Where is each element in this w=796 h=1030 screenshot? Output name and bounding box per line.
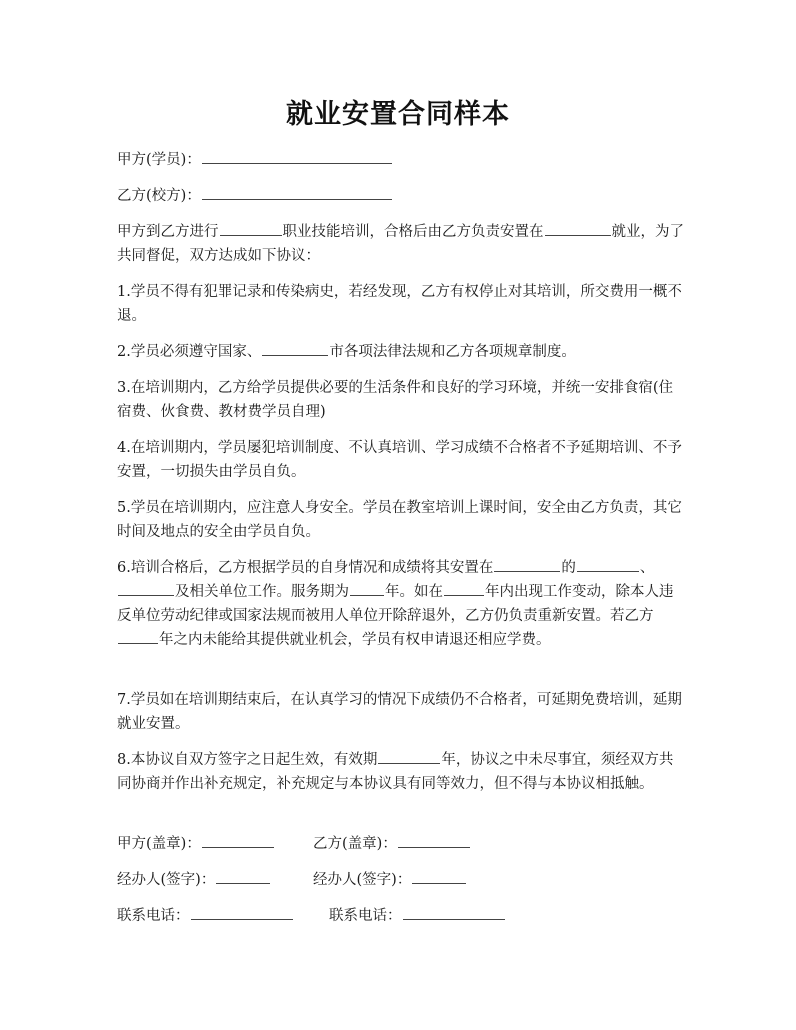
seal-row	[117, 832, 397, 856]
clause-8	[117, 748, 685, 796]
clause-8-text-1: 8.本协议自双方签字之日起生效，有效期	[117, 752, 378, 768]
party-b-phone-blank[interactable]	[403, 904, 505, 920]
party-a-label: 甲方(学员)：	[117, 152, 201, 168]
validity-years-blank[interactable]	[378, 748, 440, 764]
service-years-blank[interactable]	[350, 580, 384, 596]
clause-6	[117, 556, 685, 652]
party-b-agent-blank[interactable]	[412, 868, 466, 884]
party-b-seal-blank[interactable]	[398, 832, 470, 848]
training-field-blank[interactable]	[220, 220, 282, 236]
clause-6-text-5: 年。如在	[385, 584, 443, 600]
placement-unit-blank[interactable]	[118, 580, 174, 596]
party-a-seal-blank[interactable]	[202, 832, 274, 848]
party-a-line	[117, 148, 393, 172]
phone-row	[117, 904, 402, 928]
party-b-blank[interactable]	[202, 184, 392, 200]
party-a-phone-label: 联系电话：	[117, 908, 190, 924]
clause-2-text-2: 市各项法律法规和乙方各项规章制度。	[329, 344, 576, 360]
intro-paragraph	[117, 220, 685, 268]
clause-2-text-1: 2.学员必须遵守国家、	[117, 344, 262, 360]
change-years-blank[interactable]	[444, 580, 484, 596]
clause-8-text-2: 年，协议之中未尽事宜，须经双方共同协商并作出补充规定，补充规定与本协议具有同等效力，但不得与本协议相抵触。	[117, 752, 674, 792]
intro-text-2: 职业技能培训，合格后由乙方负责安置在	[282, 224, 544, 240]
intro-text-1: 甲方到乙方进行	[117, 224, 219, 240]
placement-city-blank[interactable]	[494, 556, 560, 572]
party-a-phone-blank[interactable]	[191, 904, 293, 920]
clause-5: 5.学员在培训期内，应注意人身安全。学员在教室培训上课时间，安全由乙方负责，其它时间及地点的安全由学员自负。	[117, 500, 682, 540]
clause-6-text-2: 的	[561, 560, 576, 576]
placement-area-blank[interactable]	[577, 556, 639, 572]
page-title: 就业安置合同样本	[286, 99, 510, 130]
party-b-phone-label: 联系电话：	[329, 908, 402, 924]
clause-3: 3.在培训期内，乙方给学员提供必要的生活条件和良好的学习环境，并统一安排食宿(住宿费、伙食费、教材费学员自理)	[117, 380, 673, 420]
party-a-agent-blank[interactable]	[216, 868, 270, 884]
clause-6-text-7: 年之内未能给其提供就业机会，学员有权申请退还相应学费。	[159, 632, 551, 648]
intro-text-3: 就业，为了共同督促，双方达成如下协议：	[117, 224, 684, 264]
agent-row	[117, 868, 412, 892]
placement-location-blank[interactable]	[545, 220, 611, 236]
party-b-line	[117, 184, 393, 208]
clause-6-text-1: 6.培训合格后，乙方根据学员的自身情况和成绩将其安置在	[117, 560, 494, 576]
city-blank[interactable]	[262, 340, 328, 356]
party-a-blank[interactable]	[202, 148, 392, 164]
party-b-agent-label: 经办人(签字)：	[313, 872, 412, 888]
party-a-agent-label: 经办人(签字)：	[117, 872, 216, 888]
clause-4: 4.在培训期内，学员屡犯培训制度、不认真培训、学习成绩不合格者不予延期培训、不予安置，一切损失由学员自负。	[117, 440, 682, 480]
party-a-seal-label: 甲方(盖章)：	[117, 836, 201, 852]
party-b-seal-label: 乙方(盖章)：	[313, 836, 397, 852]
party-b-label: 乙方(校方)：	[117, 188, 201, 204]
clause-1: 1.学员不得有犯罪记录和传染病史，若经发现，乙方有权停止对其培训，所交费用一概不退。	[117, 284, 682, 324]
clause-6-text-3: 、	[639, 560, 655, 576]
guarantee-years-blank[interactable]	[118, 628, 158, 644]
clause-6-text-6: 年内出现工作变动，除本人违反单位劳动纪律或国家法规而被用人单位开除辞退外，乙方仍负责重新安置。若乙方	[117, 584, 674, 624]
clause-6-text-4: 及相关单位工作。服务期为	[175, 584, 349, 600]
clause-7: 7.学员如在培训期结束后，在认真学习的情况下成绩仍不合格者，可延期免费培训，延期就业安置。	[117, 692, 682, 732]
clause-2	[117, 340, 685, 364]
